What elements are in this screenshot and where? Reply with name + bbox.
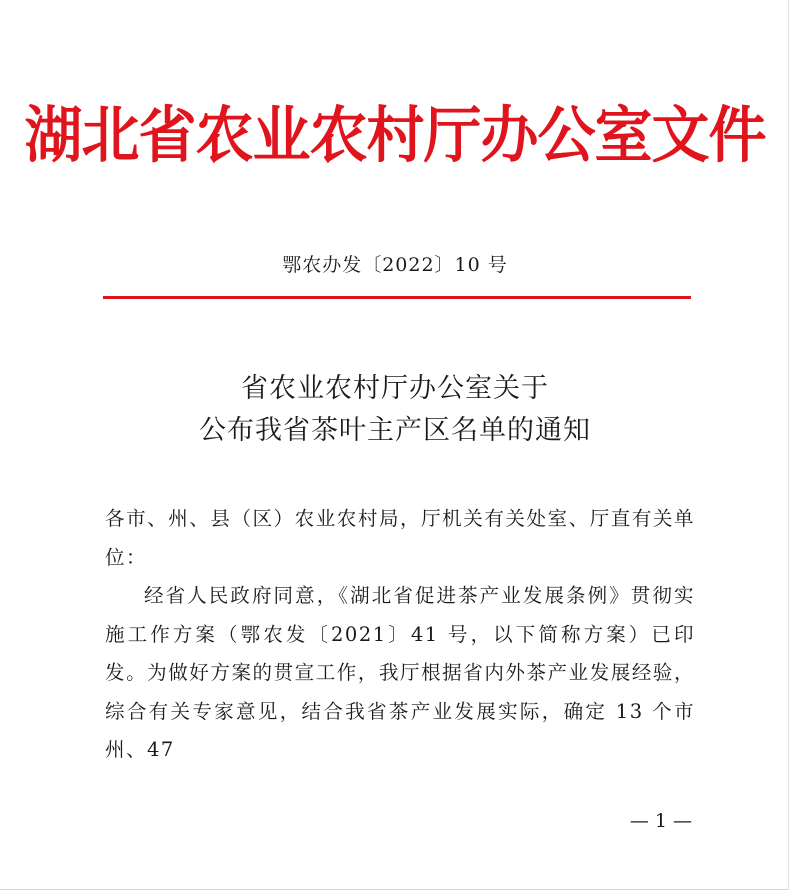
page-number: — 1 —	[629, 810, 692, 832]
addressee-line: 各市、州、县（区）农业农村局，厅机关有关处室、厅直有关单位：	[105, 507, 695, 569]
title-line-2: 公布我省茶叶主产区名单的通知	[199, 415, 591, 446]
document-number: 鄂农办发〔2022〕10 号	[282, 254, 508, 276]
document-title	[0, 368, 790, 452]
body-paragraph: 经省人民政府同意，《湖北省促进茶产业发展条例》贯彻实施工作方案（鄂农发〔2021〕41 号，以下简称方案）已印发。为做好方案的贯宣工作，我厅根据省内外茶产业发展经验，综合有关专家意见，结合我省茶产业发展实际，确定 13 个市州、47	[105, 584, 695, 761]
document-body	[105, 500, 695, 770]
document-masthead: 湖北省农业农村厅办公室文件	[24, 99, 766, 171]
title-line-1: 省农业农村厅办公室关于	[241, 373, 549, 404]
red-separator-line	[103, 296, 691, 299]
